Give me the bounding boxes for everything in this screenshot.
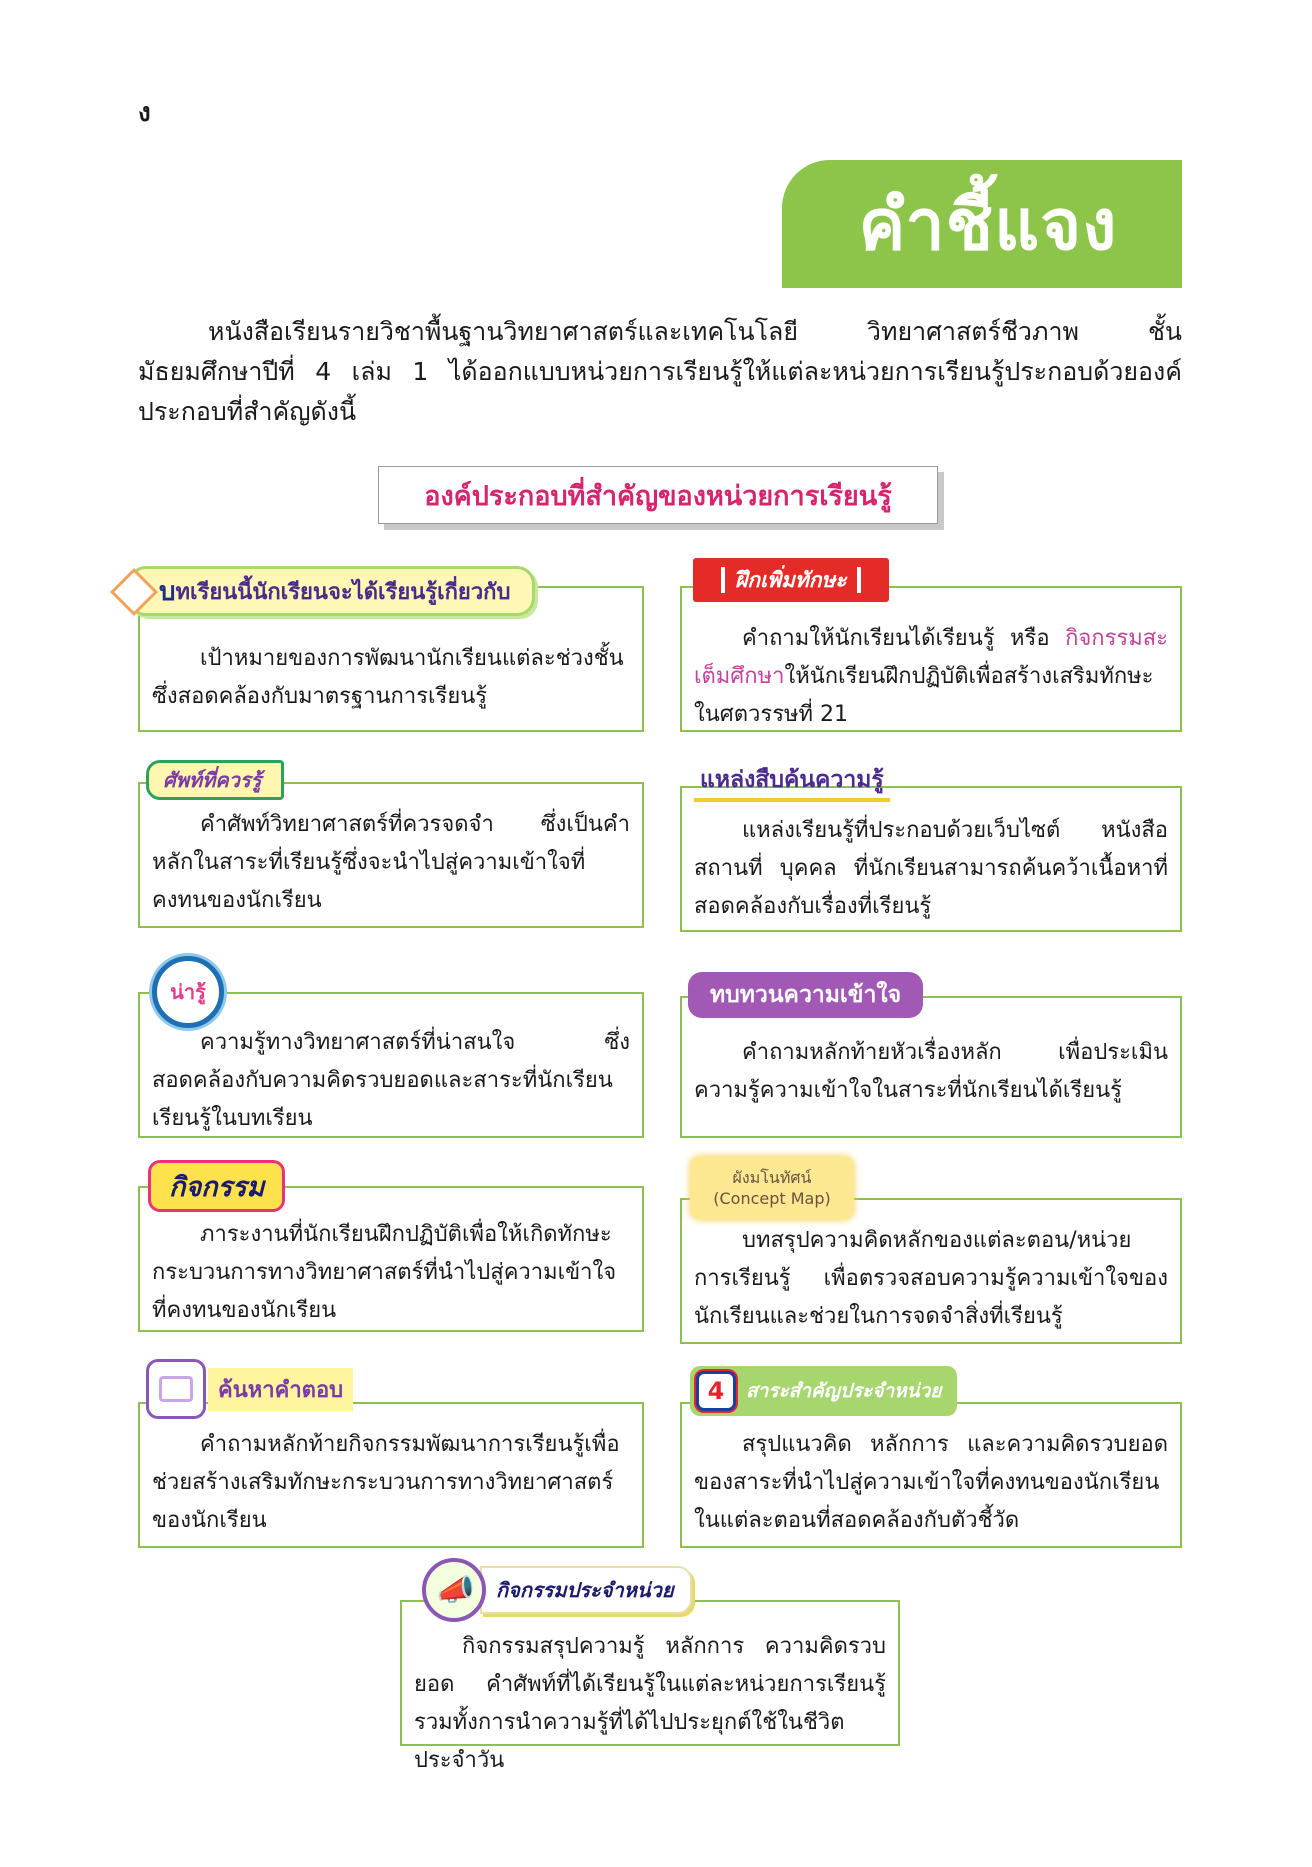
badge-review: ทบทวนความเข้าใจ (688, 972, 923, 1018)
stem-highlight: กิจกรรมสะเต็มศึกษา (694, 626, 1168, 689)
intro-text: หนังสือเรียนรายวิชาพื้นฐานวิทยาศาสตร์และเทคโนโลยี วิทยาศาสตร์ชีวภาพ ชั้นมัธยมศึกษาปีที่ 4 เล่ม 1 ได้ออกแบบหน่วยการเรียนรู้ให้แต่ละหน่วยการเรียนรู้ประกอบด้วยองค์ประกอบที่สำคัญดังนี้ (138, 317, 1182, 426)
card-review-text: คำถามหลักท้ายหัวเรื่องหลัก เพื่อประเมินความรู้ความเข้าใจในสาระที่นักเรียนได้เรียนรู้ (694, 1040, 1168, 1103)
card-vocab-text: คำศัพท์วิทยาศาสตร์ที่ควรจดจำ ซึ่งเป็นคำหลักในสาระที่เรียนรู้ซึ่งจะนำไปสู่ความเข้าใจที่คงทนของนักเรียน (152, 812, 630, 913)
badge-activity: กิจกรรม (148, 1160, 285, 1212)
badge-vocab: ศัพท์ที่ควรรู้ (146, 760, 284, 800)
card-unit-activity-text: กิจกรรมสรุปความรู้ หลักการ ความคิดรวบยอด คำศัพท์ที่ได้เรียนรู้ในแต่ละหน่วยการเรียนรู้ รวมทั้งการนำความรู้ที่ได้ไปประยุกต์ใช้ในชีวิตประจำวัน (414, 1634, 886, 1773)
card-unit-activity (400, 1600, 900, 1773)
badge-lesson: บ ทเรียนนี้นักเรียนจะได้เรียนรู้เกี่ยวกับ (128, 566, 535, 616)
page-title: คำชี้แจง (782, 160, 1182, 288)
card-skill: คำถามให้นักเรียนได้เรียนรู้ หรือ กิจกรรมสะเต็มศึกษาให้นักเรียนฝึกปฏิบัติเพื่อสร้างเสริมทักษะในศตวรรษที่ 21 (680, 586, 1182, 732)
badge-concept-map: ผังมโนทัศน์ (Concept Map) (690, 1156, 854, 1220)
card-map-text: บทสรุปความคิดหลักของแต่ละตอน/หน่วยการเรียนรู้ เพื่อตรวจสอบความรู้ความเข้าใจของนักเรียนและช่วยในการจดจำสิ่งที่เรียนรู้ (694, 1228, 1168, 1329)
badge-essence: 4 สาระสำคัญประจำหน่วย (690, 1366, 957, 1416)
megaphone-icon: 📣 (422, 1558, 486, 1622)
card-answer-text: คำถามหลักท้ายกิจกรรมพัฒนาการเรียนรู้เพื่อช่วยสร้างเสริมทักษะกระบวนการทางวิทยาศาสตร์ของนักเรียน (152, 1432, 620, 1533)
section-heading: องค์ประกอบที่สำคัญของหน่วยการเรียนรู้ (378, 466, 938, 524)
badge-skill: ฝึกเพิ่มทักษะ (693, 558, 889, 602)
intro-paragraph (138, 312, 1182, 432)
badge-unit-activity: 📣 กิจกรรมประจำหน่วย (422, 1562, 692, 1618)
diamond-icon (110, 568, 158, 616)
card-answer (138, 1402, 644, 1548)
badge-know-icon: น่ารู้ (152, 956, 224, 1028)
page-number: ง (138, 98, 151, 128)
card-know-text: ความรู้ทางวิทยาศาสตร์ที่น่าสนใจ ซึ่งสอดคล้องกับความคิดรวบยอดและสาระที่นักเรียนเรียนรู้ในบทเรียน (152, 1030, 630, 1131)
card-source (680, 786, 1182, 932)
card-lesson-text: เป้าหมายของการพัฒนานักเรียนแต่ละช่วงชั้น ซึ่งสอดคล้องกับมาตรฐานการเรียนรู้ (152, 646, 624, 709)
card-essence (680, 1402, 1182, 1548)
badge-source: แหล่งสืบค้นความรู้ (694, 762, 890, 802)
badge-answer: ค้นหาคำตอบ (146, 1360, 353, 1418)
card-vocab (138, 782, 644, 928)
card-essence-text: สรุปแนวคิด หลักการ และความคิดรวบยอดของสาระที่นำไปสู่ความเข้าใจที่คงทนของนักเรียนในแต่ละตอนที่สอดคล้องกับตัวชี้วัด (694, 1432, 1168, 1533)
tv-icon (146, 1359, 206, 1419)
card-activity-text: ภาระงานที่นักเรียนฝึกปฏิบัติเพื่อให้เกิดทักษะกระบวนการทางวิทยาศาสตร์ที่นำไปสู่ความเข้าใจที่คงทนของนักเรียน (152, 1222, 617, 1323)
card-source-text: แหล่งเรียนรู้ที่ประกอบด้วยเว็บไซต์ หนังสือ สถานที่ บุคคล ที่นักเรียนสามารถค้นคว้าเนื้อหาที่สอดคล้องกับเรื่องที่เรียนรู้ (694, 818, 1168, 919)
unit-number-icon: 4 (696, 1371, 736, 1411)
